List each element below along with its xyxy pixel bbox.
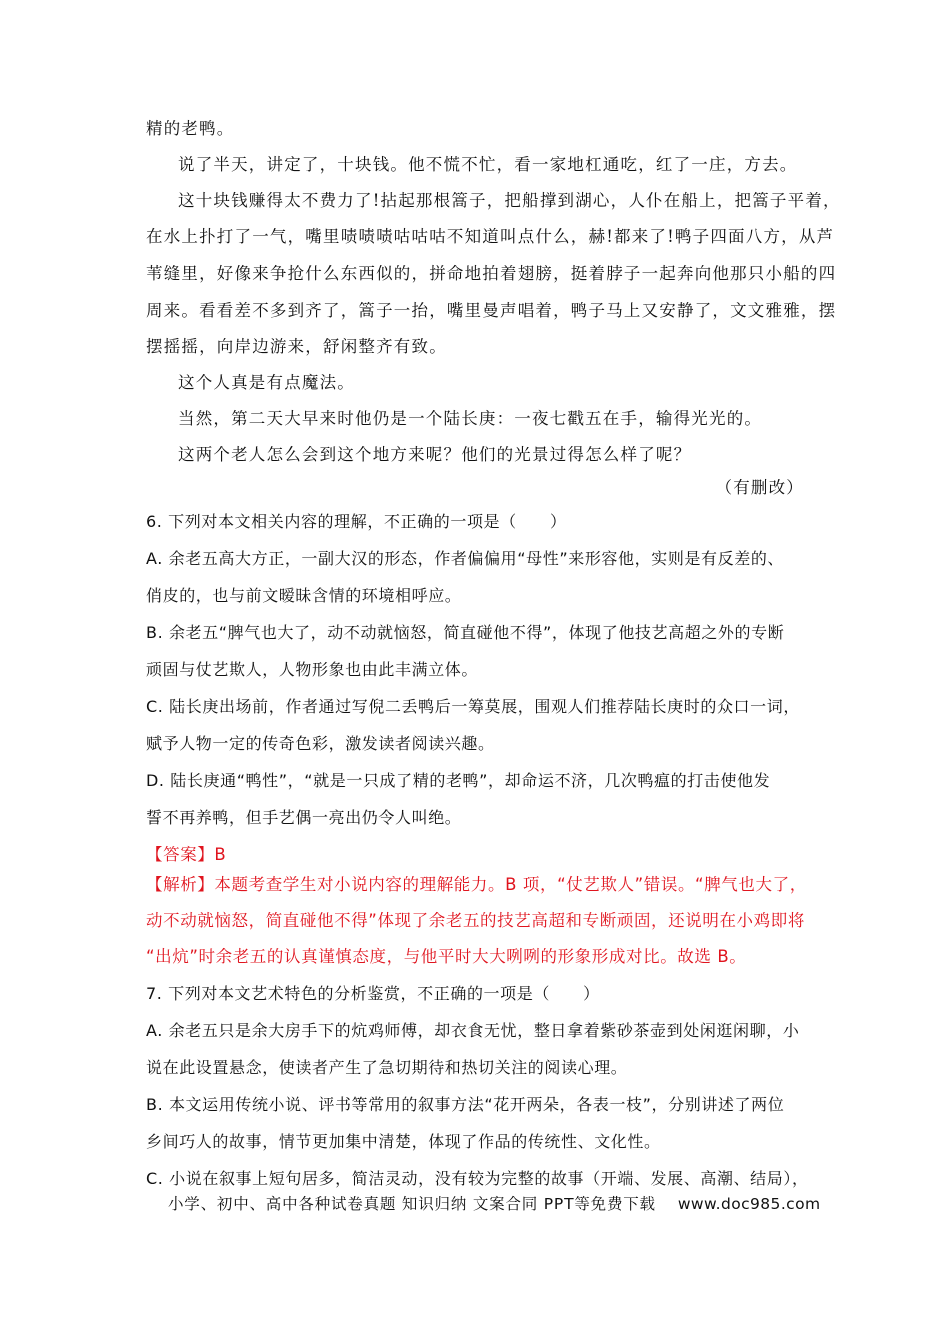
story-line: 这十块钱赚得太不费力了!拈起那根篙子，把船撑到湖心，人仆在船上，把篙子平着， [178, 191, 841, 210]
question-6-option-d: D. 陆长庚通“鸭性”，“就是一只成了精的老鸭”，却命运不济，几次鸭瘟的打击使他发 [146, 771, 771, 790]
question-6-option-a-cont: 俏皮的，也与前文暧昧含情的环境相呼应。 [146, 586, 462, 605]
story-line: 周来。看看差不多到齐了，篙子一抬，嘴里曼声唱着，鸭子马上又安静了，文文雅雅，摆 [146, 301, 837, 320]
footer-url[interactable]: www.doc985.com [677, 1195, 821, 1213]
question-7-option-a-cont: 说在此设置悬念，使读者产生了急切期待和热切关注的阅读心理。 [146, 1058, 628, 1077]
story-line: 摆摇摇，向岸边游来，舒闲整齐有致。 [146, 337, 447, 356]
story-line: 说了半天，讲定了，十块钱。他不慌不忙，看一家地杠通吃，红了一庄，方去。 [178, 155, 798, 174]
analysis-line: 【解析】本题考查学生对小说内容的理解能力。B 项，“仗艺欺人”错误。“脾气也大了， [146, 875, 807, 894]
story-line: 精的老鸭。 [146, 119, 235, 138]
question-7-option-a: A. 余老五只是余大房手下的炕鸡师傅，却衣食无忧，整日拿着紫砂茶壶到处闲逛闲聊，小 [146, 1021, 800, 1040]
footer-text: 小学、初中、高中各种试卷真题 知识归纳 文案合同 PPT等免费下载 [168, 1195, 656, 1213]
question-6-option-c: C. 陆长庚出场前，作者通过写倪二丢鸭后一筹莫展，围观人们推荐陆长庚时的众口一词， [146, 697, 800, 716]
question-7-stem: 7. 下列对本文艺术特色的分析鉴赏，不正确的一项是（ ） [146, 984, 600, 1003]
story-line: 在水上扑打了一气，嘴里啧啧啧咕咕咕不知道叫点什么，赫!都来了!鸭子四面八方，从芦 [146, 227, 835, 246]
analysis-line: “出炕”时余老五的认真谨慎态度，与他平时大大咧咧的形象形成对比。故选 B。 [146, 947, 747, 966]
question-6-option-b: B. 余老五“脾气也大了，动不动就恼怒，简直碰他不得”，体现了他技艺高超之外的专断 [146, 623, 785, 642]
source-note: （有删改） [715, 478, 804, 497]
analysis-line: 动不动就恼怒，简直碰他不得”体现了余老五的技艺高超和专断顽固，还说明在小鸡即将 [146, 911, 805, 930]
question-6-option-b-cont: 顽固与仗艺欺人，人物形象也由此丰满立体。 [146, 660, 479, 679]
question-6-option-c-cont: 赋予人物一定的传奇色彩，激发读者阅读兴趣。 [146, 734, 495, 753]
question-7-option-c: C. 小说在叙事上短句居多，简洁灵动，没有较为完整的故事（开端、发展、高潮、结局）， [146, 1169, 809, 1188]
page-footer [168, 1192, 820, 1214]
story-line: 这两个老人怎么会到这个地方来呢？他们的光景过得怎么样了呢？ [178, 445, 692, 464]
story-line: 当然，第二天大早来时他仍是一个陆长庚：一夜七戳五在手，输得光光的。 [178, 409, 763, 428]
story-line: 这个人真是有点魔法。 [178, 373, 355, 392]
question-7-option-b: B. 本文运用传统小说、评书等常用的叙事方法“花开两朵，各表一枝”，分别讲述了两位 [146, 1095, 785, 1114]
question-6-stem: 6. 下列对本文相关内容的理解，不正确的一项是（ ） [146, 512, 567, 531]
answer-label: 【答案】B [146, 845, 227, 864]
story-line: 苇缝里，好像来争抢什么东西似的，拼命地拍着翅膀，挺着脖子一起奔向他那只小船的四 [146, 264, 837, 283]
question-6-option-d-cont: 誓不再养鸭，但手艺偶一亮出仍令人叫绝。 [146, 808, 462, 827]
question-6-option-a: A. 余老五高大方正，一副大汉的形态，作者偏偏用“母性”来形容他，实则是有反差的、 [146, 549, 785, 568]
question-7-option-b-cont: 乡间巧人的故事，情节更加集中清楚，体现了作品的传统性、文化性。 [146, 1132, 661, 1151]
